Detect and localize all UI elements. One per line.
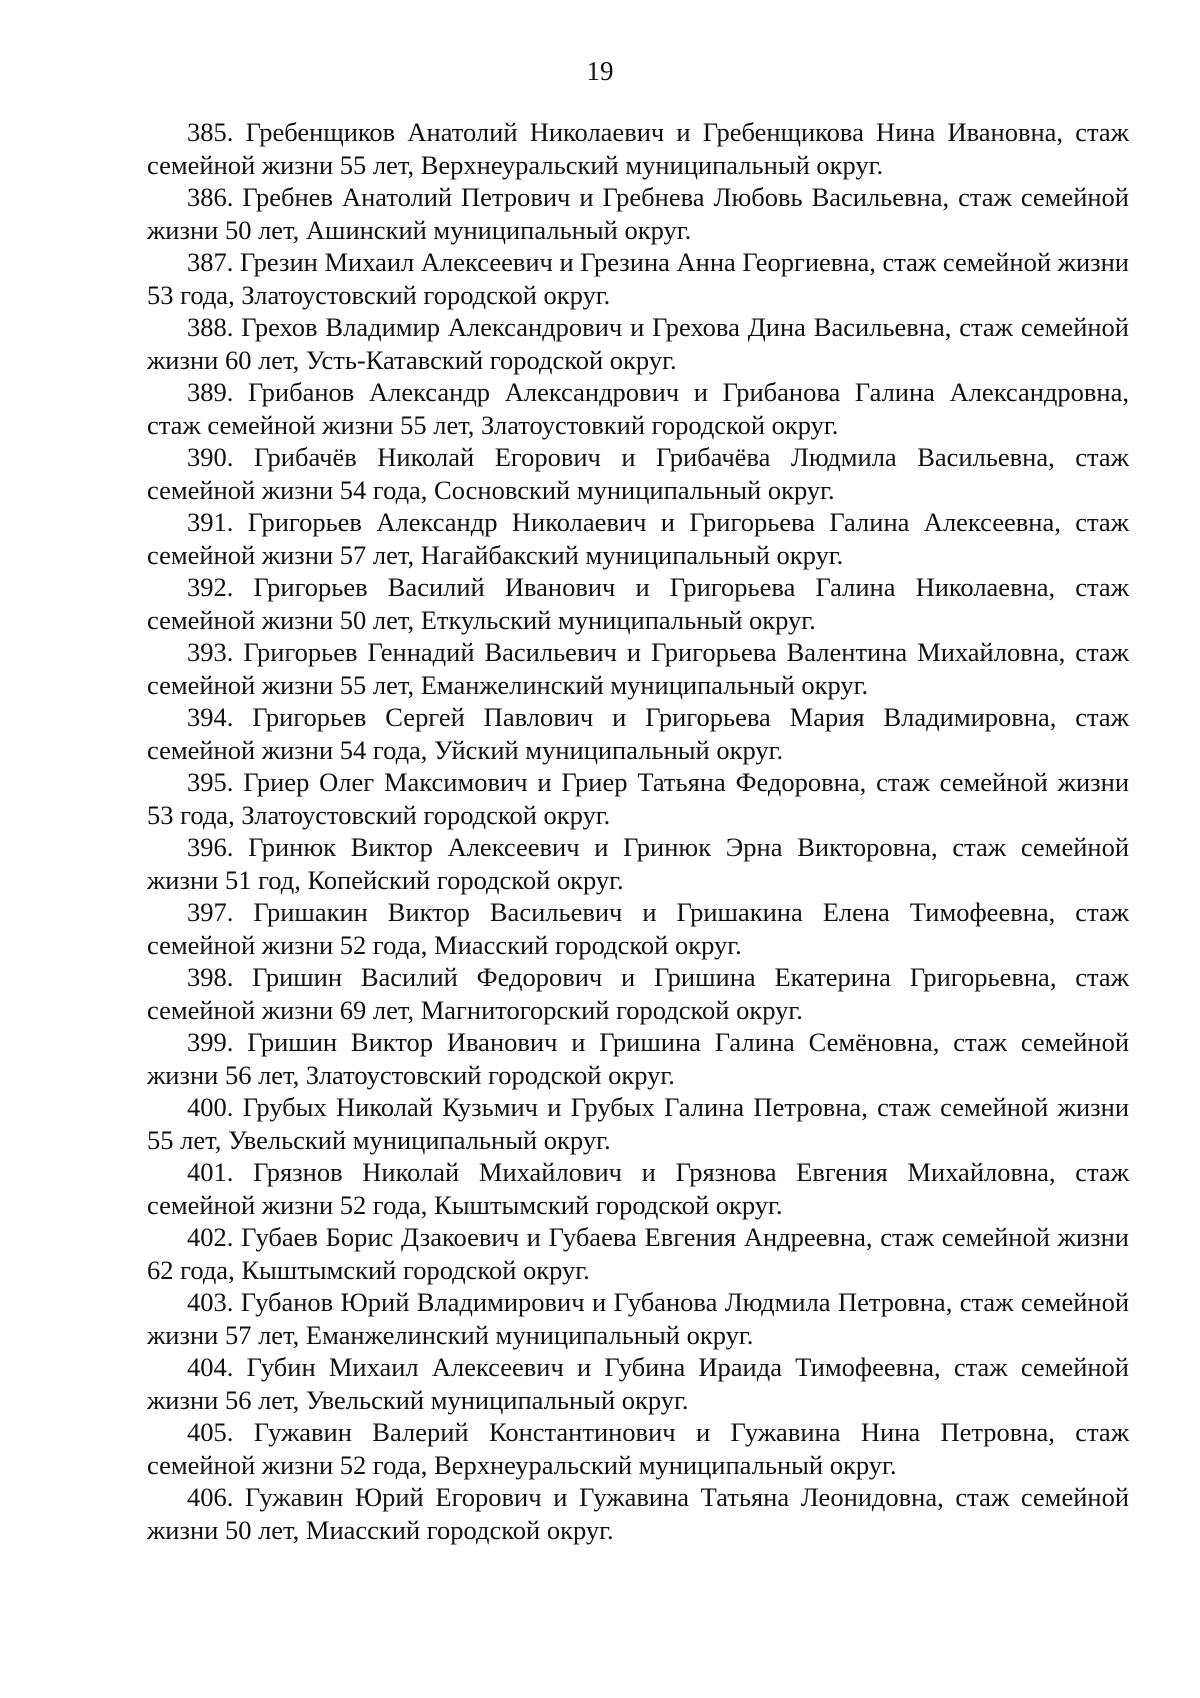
list-item: 396. Гринюк Виктор Алексеевич и Гринюк Эрна Викторовна, стаж семейной жизни 51 год, Копейский городской округ. [147,832,1129,895]
list-item: 387. Грезин Михаил Алексеевич и Грезина Анна Георгиевна, стаж семейной жизни 53 года, Златоустовский городской округ. [147,247,1129,310]
list-item: 406. Гужавин Юрий Егорович и Гужавина Татьяна Леонидовна, стаж семейной жизни 50 лет, Миасский городской округ. [147,1482,1129,1545]
list-item: 399. Гришин Виктор Иванович и Гришина Галина Семёновна, стаж семейной жизни 56 лет, Златоустовский городской округ. [147,1027,1129,1090]
list-item: 401. Грязнов Николай Михайлович и Грязнова Евгения Михайловна, стаж семейной жизни 52 года, Кыштымский городской округ. [147,1157,1129,1220]
list-item: 403. Губанов Юрий Владимирович и Губанова Людмила Петровна, стаж семейной жизни 57 лет, Еманжелинский муниципальный округ. [147,1287,1129,1350]
list-item: 389. Грибанов Александр Александрович и Грибанова Галина Александровна, стаж семейной жизни 55 лет, Златоустовкий городской округ. [147,377,1129,440]
list-item: 385. Гребенщиков Анатолий Николаевич и Гребенщикова Нина Ивановна, стаж семейной жизни 55 лет, Верхнеуральский муниципальный округ. [147,117,1129,180]
list-item: 398. Гришин Василий Федорович и Гришина Екатерина Григорьевна, стаж семейной жизни 69 лет, Магнитогорский городской округ. [147,962,1129,1025]
list-item: 388. Грехов Владимир Александрович и Грехова Дина Васильевна, стаж семейной жизни 60 лет, Усть-Катавский городской округ. [147,312,1129,375]
list-item: 402. Губаев Борис Дзакоевич и Губаева Евгения Андреевна, стаж семейной жизни 62 года, Кыштымский городской округ. [147,1222,1129,1285]
list-item: 390. Грибачёв Николай Егорович и Грибачёва Людмила Васильевна, стаж семейной жизни 54 года, Сосновский муниципальный округ. [147,442,1129,505]
list-item: 395. Гриер Олег Максимович и Гриер Татьяна Федоровна, стаж семейной жизни 53 года, Златоустовский городской округ. [147,767,1129,830]
list-item: 391. Григорьев Александр Николаевич и Григорьева Галина Алексеевна, стаж семейной жизни 57 лет, Нагайбакский муниципальный округ. [147,507,1129,570]
list-item: 394. Григорьев Сергей Павлович и Григорьева Мария Владимировна, стаж семейной жизни 54 года, Уйский муниципальный округ. [147,702,1129,765]
list-item: 404. Губин Михаил Алексеевич и Губина Ираида Тимофеевна, стаж семейной жизни 56 лет, Увельский муниципальный округ. [147,1352,1129,1415]
page-number: 19 [586,56,614,86]
list-item: 386. Гребнев Анатолий Петрович и Гребнева Любовь Васильевна, стаж семейной жизни 50 лет, Ашинский муниципальный округ. [147,182,1129,245]
entries-list [147,116,1129,1546]
list-item: 397. Гришакин Виктор Васильевич и Гришакина Елена Тимофеевна, стаж семейной жизни 52 года, Миасский городской округ. [147,897,1129,960]
list-item: 405. Гужавин Валерий Константинович и Гужавина Нина Петровна, стаж семейной жизни 52 года, Верхнеуральский муниципальный округ. [147,1417,1129,1480]
list-item: 400. Грубых Николай Кузьмич и Грубых Галина Петровна, стаж семейной жизни 55 лет, Увельский муниципальный округ. [147,1092,1129,1155]
list-item: 392. Григорьев Василий Иванович и Григорьева Галина Николаевна, стаж семейной жизни 50 лет, Еткульский муниципальный округ. [147,572,1129,635]
list-item: 393. Григорьев Геннадий Васильевич и Григорьева Валентина Михайловна, стаж семейной жизни 55 лет, Еманжелинский муниципальный округ. [147,637,1129,700]
